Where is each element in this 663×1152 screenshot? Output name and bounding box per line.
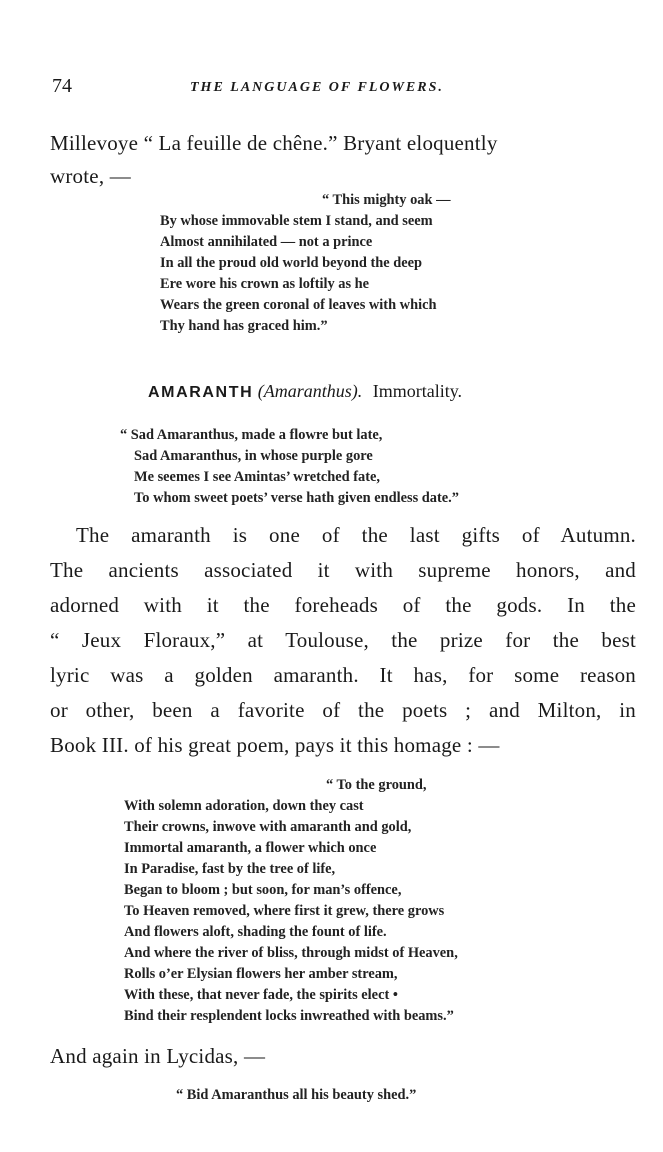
paragraph-line: “ Jeux Floraux,” at Toulouse, the prize for the best [50, 628, 636, 652]
milton-poem-line: In Paradise, fast by the tree of life, [124, 861, 336, 877]
milton-poem-line: And where the river of bliss, through midst of Heaven, [124, 945, 458, 961]
paragraph-line: adorned with it the foreheads of the gods. In the [50, 593, 636, 617]
oak-poem-line: Wears the green coronal of leaves with which [160, 297, 437, 313]
milton-poem-line: Began to bloom ; but soon, for man’s offence, [124, 882, 402, 898]
entry-heading [148, 380, 462, 404]
milton-poem-line: Their crowns, inwove with amaranth and gold, [124, 819, 412, 835]
entry-meaning: Immortality. [372, 381, 463, 401]
oak-poem-line: In all the proud old world beyond the deep [160, 255, 423, 271]
intro-line: wrote, — [50, 164, 131, 188]
intro-line: Millevoye “ La feuille de chêne.” Bryant eloquently [50, 131, 498, 155]
sad-amaranthus-line: Sad Amaranthus, in whose purple gore [134, 448, 373, 464]
oak-poem-line: Thy hand has graced him.” [160, 318, 328, 334]
entry-name: AMARANTH [148, 384, 254, 401]
paragraph-line: or other, been a favorite of the poets ; and Milton, in [50, 698, 636, 722]
sad-amaranthus-line: Me seemes I see Amintas’ wretched fate, [134, 469, 381, 485]
entry-latin-name: (Amaranthus). [257, 381, 363, 401]
milton-poem-line: And flowers aloft, shading the fount of life. [124, 924, 387, 940]
milton-poem-line: With solemn adoration, down they cast [124, 798, 364, 814]
paragraph-line: Book III. of his great poem, pays it this homage : — [50, 733, 500, 757]
running-title: THE LANGUAGE OF FLOWERS. [190, 80, 444, 95]
milton-poem-line: To Heaven removed, where first it grew, there grows [124, 903, 445, 919]
closing-line: And again in Lycidas, — [50, 1044, 266, 1068]
milton-poem-line: Rolls o’er Elysian flowers her amber stream, [124, 966, 398, 982]
page-number: 74 [52, 75, 72, 97]
paragraph-line: The amaranth is one of the last gifts of Autumn. [76, 523, 636, 547]
oak-poem-line: By whose immovable stem I stand, and seem [160, 213, 433, 229]
sad-amaranthus-line: “ Sad Amaranthus, made a flowre but late, [120, 427, 383, 443]
paragraph-line: lyric was a golden amaranth. It has, for some reason [50, 663, 636, 687]
milton-poem-line: “ To the ground, [326, 777, 427, 793]
oak-poem-line: “ This mighty oak — [322, 192, 451, 208]
milton-poem-line: Bind their resplendent locks inwreathed with beams.” [124, 1008, 454, 1024]
paragraph-line: The ancients associated it with supreme honors, and [50, 558, 636, 582]
lycidas-quote: “ Bid Amaranthus all his beauty shed.” [176, 1087, 417, 1103]
milton-poem-line: Immortal amaranth, a flower which once [124, 840, 377, 856]
oak-poem-line: Ere wore his crown as loftily as he [160, 276, 370, 292]
oak-poem-line: Almost annihilated — not a prince [160, 234, 373, 250]
sad-amaranthus-line: To whom sweet poets’ verse hath given endless date.” [134, 490, 459, 506]
milton-poem-line: With these, that never fade, the spirits elect • [124, 987, 398, 1003]
